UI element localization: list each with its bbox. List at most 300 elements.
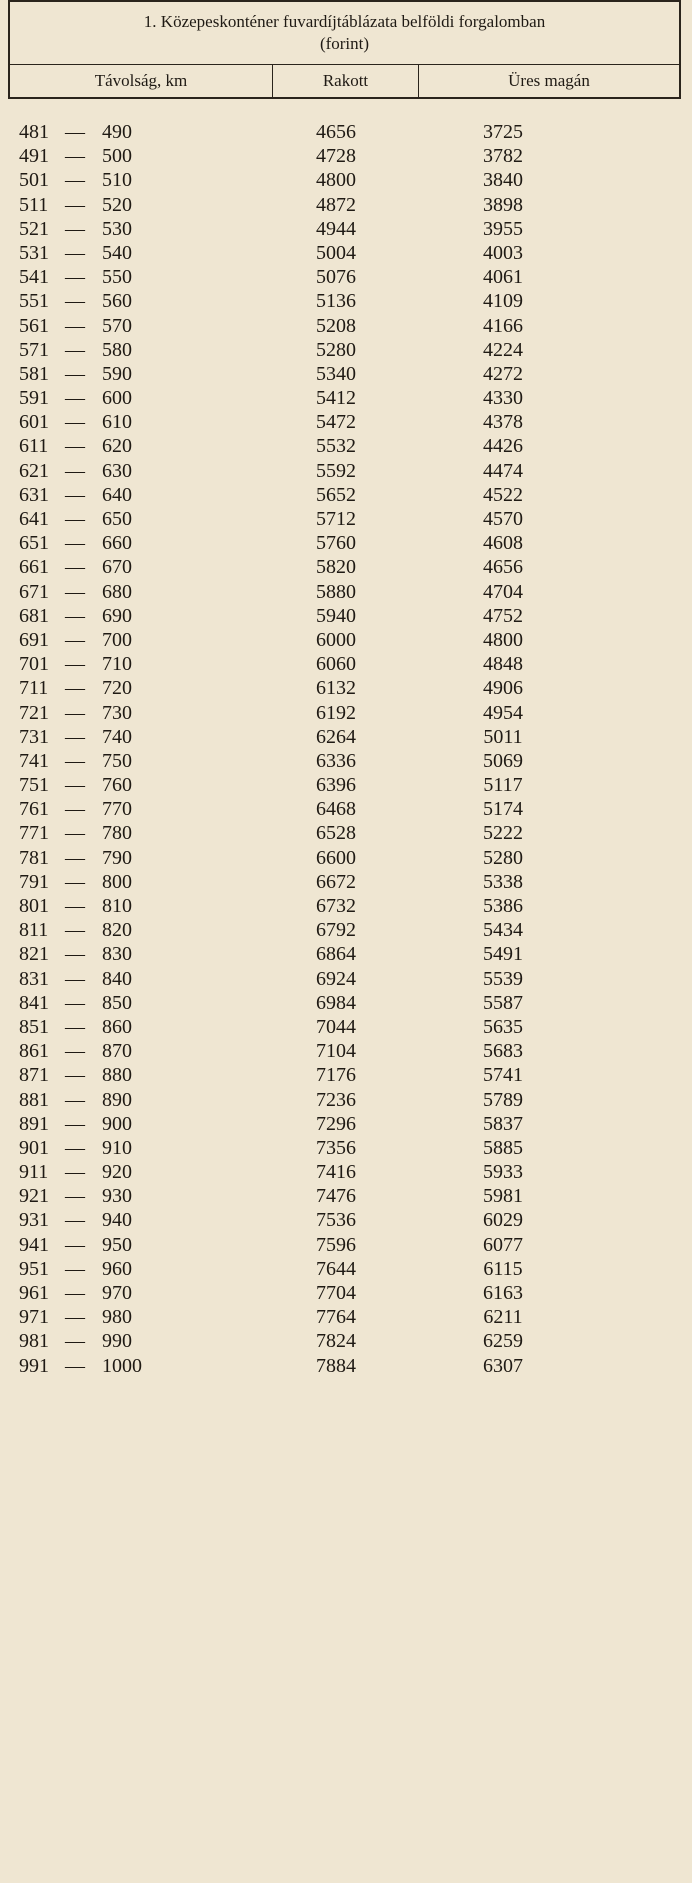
table-row bbox=[0, 701, 692, 725]
loaded-price: 5004 bbox=[316, 241, 356, 264]
loaded-price: 5940 bbox=[316, 604, 356, 627]
empty-price: 4848 bbox=[483, 653, 523, 676]
empty-price: 5174 bbox=[483, 798, 523, 821]
range-dash: — bbox=[65, 870, 85, 893]
empty-price: 5933 bbox=[483, 1161, 523, 1184]
table-row bbox=[0, 507, 692, 531]
table-row bbox=[0, 338, 692, 362]
range-dash: — bbox=[65, 387, 85, 410]
distance-to: 810 bbox=[102, 895, 132, 917]
distance-from: 861 bbox=[19, 1040, 49, 1063]
loaded-price: 7596 bbox=[316, 1233, 356, 1256]
distance-from: 511 bbox=[19, 193, 49, 216]
distance-from: 661 bbox=[19, 556, 49, 579]
loaded-price: 7536 bbox=[316, 1209, 356, 1232]
range-dash: — bbox=[65, 1233, 85, 1256]
loaded-price: 7236 bbox=[316, 1088, 356, 1111]
distance-to: 1000 bbox=[102, 1354, 142, 1377]
empty-price: 5789 bbox=[483, 1088, 523, 1111]
loaded-price: 5280 bbox=[316, 338, 356, 361]
empty-price: 5981 bbox=[483, 1185, 523, 1208]
distance-from: 901 bbox=[19, 1136, 49, 1159]
distance-from: 521 bbox=[19, 217, 49, 240]
table-row bbox=[0, 942, 692, 966]
distance-from: 701 bbox=[19, 653, 49, 676]
table-row bbox=[0, 217, 692, 241]
empty-price: 4166 bbox=[483, 314, 523, 337]
empty-price: 6211 bbox=[483, 1306, 523, 1329]
distance-to: 730 bbox=[102, 701, 132, 724]
table-row bbox=[0, 265, 692, 289]
range-dash: — bbox=[65, 628, 85, 651]
range-dash: — bbox=[65, 556, 85, 579]
empty-price: 6163 bbox=[483, 1282, 523, 1304]
distance-to: 610 bbox=[102, 411, 132, 434]
distance-to: 530 bbox=[102, 217, 132, 240]
loaded-price: 7764 bbox=[316, 1306, 356, 1329]
distance-from: 631 bbox=[19, 483, 49, 506]
loaded-price: 4872 bbox=[316, 193, 356, 216]
range-dash: — bbox=[65, 846, 85, 869]
loaded-price: 5532 bbox=[316, 435, 356, 458]
distance-to: 780 bbox=[102, 822, 132, 845]
loaded-price: 6468 bbox=[316, 798, 356, 821]
distance-from: 921 bbox=[19, 1185, 49, 1208]
loaded-price: 5712 bbox=[316, 508, 356, 530]
empty-price: 4906 bbox=[483, 677, 523, 700]
loaded-price: 7104 bbox=[316, 1040, 356, 1063]
empty-price: 3782 bbox=[483, 145, 523, 168]
range-dash: — bbox=[65, 1185, 85, 1208]
table-row bbox=[0, 144, 692, 168]
range-dash: — bbox=[65, 338, 85, 361]
loaded-price: 5136 bbox=[316, 290, 356, 313]
distance-to: 850 bbox=[102, 991, 132, 1014]
empty-price: 5117 bbox=[483, 774, 523, 797]
range-dash: — bbox=[65, 1354, 85, 1377]
range-dash: — bbox=[65, 193, 85, 216]
empty-price: 4003 bbox=[483, 241, 523, 264]
loaded-price: 6672 bbox=[316, 870, 356, 893]
loaded-price: 6192 bbox=[316, 701, 356, 724]
empty-price: 5280 bbox=[483, 846, 523, 869]
distance-to: 990 bbox=[102, 1330, 132, 1353]
loaded-price: 4656 bbox=[316, 121, 356, 143]
distance-to: 870 bbox=[102, 1040, 132, 1063]
loaded-price: 6264 bbox=[316, 725, 356, 748]
loaded-price: 6528 bbox=[316, 822, 356, 845]
table-row bbox=[0, 289, 692, 313]
distance-to: 920 bbox=[102, 1161, 132, 1184]
range-dash: — bbox=[65, 169, 85, 192]
table-row bbox=[0, 604, 692, 628]
distance-to: 960 bbox=[102, 1257, 132, 1280]
empty-price: 4570 bbox=[483, 508, 523, 530]
table-row bbox=[0, 434, 692, 458]
table-row bbox=[0, 967, 692, 991]
table-header bbox=[8, 0, 681, 99]
distance-from: 681 bbox=[19, 604, 49, 627]
distance-from: 711 bbox=[19, 677, 49, 700]
table-row bbox=[0, 676, 692, 700]
distance-from: 891 bbox=[19, 1112, 49, 1135]
empty-price: 4109 bbox=[483, 290, 523, 313]
loaded-price: 5076 bbox=[316, 266, 356, 289]
loaded-price: 6060 bbox=[316, 653, 356, 676]
range-dash: — bbox=[65, 290, 85, 313]
range-dash: — bbox=[65, 604, 85, 627]
empty-price: 5741 bbox=[483, 1064, 523, 1087]
table-row bbox=[0, 1112, 692, 1136]
empty-price: 4704 bbox=[483, 580, 523, 603]
table-row bbox=[0, 773, 692, 797]
empty-price: 5386 bbox=[483, 895, 523, 917]
table-row bbox=[0, 386, 692, 410]
loaded-price: 5880 bbox=[316, 580, 356, 603]
empty-price: 5338 bbox=[483, 870, 523, 893]
distance-to: 860 bbox=[102, 1015, 132, 1038]
distance-from: 781 bbox=[19, 846, 49, 869]
distance-to: 910 bbox=[102, 1136, 132, 1159]
empty-price: 5587 bbox=[483, 991, 523, 1014]
distance-from: 871 bbox=[19, 1064, 49, 1087]
distance-to: 680 bbox=[102, 580, 132, 603]
distance-to: 650 bbox=[102, 508, 132, 530]
loaded-price: 5208 bbox=[316, 314, 356, 337]
empty-price: 3840 bbox=[483, 169, 523, 192]
distance-to: 770 bbox=[102, 798, 132, 821]
empty-price: 4378 bbox=[483, 411, 523, 434]
loaded-price: 6396 bbox=[316, 774, 356, 797]
distance-to: 820 bbox=[102, 919, 132, 942]
table-row bbox=[0, 1257, 692, 1281]
empty-price: 5222 bbox=[483, 822, 523, 845]
table-row bbox=[0, 797, 692, 821]
distance-from: 551 bbox=[19, 290, 49, 313]
table-row bbox=[0, 1088, 692, 1112]
range-dash: — bbox=[65, 1064, 85, 1087]
range-dash: — bbox=[65, 991, 85, 1014]
empty-price: 4608 bbox=[483, 532, 523, 555]
loaded-price: 6924 bbox=[316, 967, 356, 990]
distance-from: 911 bbox=[19, 1161, 49, 1184]
distance-to: 890 bbox=[102, 1088, 132, 1111]
loaded-price: 5760 bbox=[316, 532, 356, 555]
range-dash: — bbox=[65, 967, 85, 990]
table-row bbox=[0, 894, 692, 918]
column-header-distance: Távolság, km bbox=[10, 65, 273, 97]
distance-from: 821 bbox=[19, 943, 49, 966]
distance-from: 731 bbox=[19, 725, 49, 748]
distance-to: 670 bbox=[102, 556, 132, 579]
distance-from: 611 bbox=[19, 435, 49, 458]
table-row bbox=[0, 1233, 692, 1257]
loaded-price: 7704 bbox=[316, 1282, 356, 1304]
distance-from: 741 bbox=[19, 749, 49, 772]
table-row bbox=[0, 555, 692, 579]
range-dash: — bbox=[65, 798, 85, 821]
loaded-price: 7884 bbox=[316, 1354, 356, 1377]
distance-from: 831 bbox=[19, 967, 49, 990]
distance-to: 720 bbox=[102, 677, 132, 700]
table-row bbox=[0, 991, 692, 1015]
loaded-price: 7416 bbox=[316, 1161, 356, 1184]
range-dash: — bbox=[65, 145, 85, 168]
column-header-loaded: Rakott bbox=[273, 65, 419, 97]
loaded-price: 6336 bbox=[316, 749, 356, 772]
distance-to: 580 bbox=[102, 338, 132, 361]
range-dash: — bbox=[65, 532, 85, 555]
table-row bbox=[0, 870, 692, 894]
loaded-price: 4800 bbox=[316, 169, 356, 192]
range-dash: — bbox=[65, 1330, 85, 1353]
empty-price: 5434 bbox=[483, 919, 523, 942]
range-dash: — bbox=[65, 1161, 85, 1184]
empty-price: 5491 bbox=[483, 943, 523, 966]
distance-to: 880 bbox=[102, 1064, 132, 1087]
range-dash: — bbox=[65, 701, 85, 724]
range-dash: — bbox=[65, 266, 85, 289]
distance-from: 771 bbox=[19, 822, 49, 845]
empty-price: 5885 bbox=[483, 1136, 523, 1159]
distance-from: 541 bbox=[19, 266, 49, 289]
distance-from: 571 bbox=[19, 338, 49, 361]
table-row bbox=[0, 1305, 692, 1329]
range-dash: — bbox=[65, 483, 85, 506]
distance-to: 830 bbox=[102, 943, 132, 966]
distance-to: 520 bbox=[102, 193, 132, 216]
distance-to: 710 bbox=[102, 653, 132, 676]
distance-to: 750 bbox=[102, 749, 132, 772]
distance-to: 840 bbox=[102, 967, 132, 990]
table-row bbox=[0, 1354, 692, 1378]
table-row bbox=[0, 580, 692, 604]
table-row bbox=[0, 749, 692, 773]
distance-to: 900 bbox=[102, 1112, 132, 1135]
loaded-price: 6984 bbox=[316, 991, 356, 1014]
range-dash: — bbox=[65, 508, 85, 530]
table-row bbox=[0, 918, 692, 942]
loaded-price: 7176 bbox=[316, 1064, 356, 1087]
table-row bbox=[0, 362, 692, 386]
range-dash: — bbox=[65, 241, 85, 264]
distance-to: 490 bbox=[102, 121, 132, 143]
empty-price: 3725 bbox=[483, 121, 523, 143]
range-dash: — bbox=[65, 580, 85, 603]
loaded-price: 7044 bbox=[316, 1015, 356, 1038]
loaded-price: 5472 bbox=[316, 411, 356, 434]
range-dash: — bbox=[65, 1088, 85, 1111]
empty-price: 5011 bbox=[483, 725, 523, 748]
empty-price: 6307 bbox=[483, 1354, 523, 1377]
distance-from: 491 bbox=[19, 145, 49, 168]
distance-from: 991 bbox=[19, 1354, 49, 1377]
table-row bbox=[0, 531, 692, 555]
loaded-price: 5412 bbox=[316, 387, 356, 410]
range-dash: — bbox=[65, 121, 85, 143]
empty-price: 5539 bbox=[483, 967, 523, 990]
table-title bbox=[10, 2, 679, 65]
table-row bbox=[0, 821, 692, 845]
range-dash: — bbox=[65, 943, 85, 966]
distance-from: 561 bbox=[19, 314, 49, 337]
empty-price: 5069 bbox=[483, 749, 523, 772]
table-row bbox=[0, 1160, 692, 1184]
table-row bbox=[0, 1039, 692, 1063]
empty-price: 4330 bbox=[483, 387, 523, 410]
range-dash: — bbox=[65, 1136, 85, 1159]
empty-price: 6029 bbox=[483, 1209, 523, 1232]
distance-to: 540 bbox=[102, 241, 132, 264]
distance-to: 510 bbox=[102, 169, 132, 192]
loaded-price: 4944 bbox=[316, 217, 356, 240]
distance-to: 550 bbox=[102, 266, 132, 289]
distance-from: 531 bbox=[19, 241, 49, 264]
range-dash: — bbox=[65, 459, 85, 482]
distance-to: 930 bbox=[102, 1185, 132, 1208]
distance-from: 641 bbox=[19, 508, 49, 530]
range-dash: — bbox=[65, 725, 85, 748]
column-header-empty: Üres magán bbox=[508, 71, 590, 90]
empty-price: 4752 bbox=[483, 604, 523, 627]
distance-to: 790 bbox=[102, 846, 132, 869]
table-title-line2: (forint) bbox=[319, 34, 370, 53]
range-dash: — bbox=[65, 1282, 85, 1304]
range-dash: — bbox=[65, 677, 85, 700]
table-row bbox=[0, 193, 692, 217]
distance-from: 811 bbox=[19, 919, 49, 942]
table-row bbox=[0, 1136, 692, 1160]
range-dash: — bbox=[65, 1015, 85, 1038]
empty-price: 3898 bbox=[483, 193, 523, 216]
table-row bbox=[0, 459, 692, 483]
distance-to: 740 bbox=[102, 725, 132, 748]
distance-from: 801 bbox=[19, 895, 49, 917]
distance-to: 970 bbox=[102, 1282, 132, 1304]
table-row bbox=[0, 1329, 692, 1353]
distance-from: 481 bbox=[19, 121, 49, 143]
table-row bbox=[0, 725, 692, 749]
loaded-price: 6132 bbox=[316, 677, 356, 700]
empty-price: 6115 bbox=[483, 1257, 523, 1280]
distance-to: 760 bbox=[102, 774, 132, 797]
loaded-price: 7356 bbox=[316, 1136, 356, 1159]
loaded-price: 7476 bbox=[316, 1185, 356, 1208]
distance-from: 581 bbox=[19, 362, 49, 385]
distance-to: 660 bbox=[102, 532, 132, 555]
range-dash: — bbox=[65, 774, 85, 797]
loaded-price: 7824 bbox=[316, 1330, 356, 1353]
distance-to: 600 bbox=[102, 387, 132, 410]
table-row bbox=[0, 628, 692, 652]
loaded-price: 5592 bbox=[316, 459, 356, 482]
table-row bbox=[0, 1015, 692, 1039]
range-dash: — bbox=[65, 314, 85, 337]
distance-to: 800 bbox=[102, 870, 132, 893]
empty-price: 4061 bbox=[483, 266, 523, 289]
distance-to: 590 bbox=[102, 362, 132, 385]
empty-price: 4522 bbox=[483, 483, 523, 506]
loaded-price: 7296 bbox=[316, 1112, 356, 1135]
range-dash: — bbox=[65, 822, 85, 845]
table-row bbox=[0, 314, 692, 338]
distance-to: 560 bbox=[102, 290, 132, 313]
distance-from: 951 bbox=[19, 1257, 49, 1280]
table-row bbox=[0, 410, 692, 434]
range-dash: — bbox=[65, 217, 85, 240]
range-dash: — bbox=[65, 411, 85, 434]
range-dash: — bbox=[65, 895, 85, 917]
loaded-price: 6000 bbox=[316, 628, 356, 651]
table-row bbox=[0, 241, 692, 265]
loaded-price: 6792 bbox=[316, 919, 356, 942]
distance-to: 940 bbox=[102, 1209, 132, 1232]
empty-price: 4426 bbox=[483, 435, 523, 458]
distance-from: 501 bbox=[19, 169, 49, 192]
table-row bbox=[0, 652, 692, 676]
distance-to: 620 bbox=[102, 435, 132, 458]
distance-to: 690 bbox=[102, 604, 132, 627]
distance-from: 941 bbox=[19, 1233, 49, 1256]
loaded-price: 6732 bbox=[316, 895, 356, 917]
table-row bbox=[0, 846, 692, 870]
table-row bbox=[0, 168, 692, 192]
table-row bbox=[0, 1184, 692, 1208]
loaded-price: 6864 bbox=[316, 943, 356, 966]
range-dash: — bbox=[65, 919, 85, 942]
distance-from: 791 bbox=[19, 870, 49, 893]
loaded-price: 4728 bbox=[316, 145, 356, 168]
distance-to: 570 bbox=[102, 314, 132, 337]
table-row bbox=[0, 120, 692, 144]
distance-from: 971 bbox=[19, 1306, 49, 1329]
distance-to: 950 bbox=[102, 1233, 132, 1256]
distance-from: 761 bbox=[19, 798, 49, 821]
empty-price: 3955 bbox=[483, 217, 523, 240]
distance-from: 751 bbox=[19, 774, 49, 797]
distance-from: 881 bbox=[19, 1088, 49, 1111]
distance-to: 980 bbox=[102, 1306, 132, 1329]
range-dash: — bbox=[65, 749, 85, 772]
distance-from: 651 bbox=[19, 532, 49, 555]
distance-from: 981 bbox=[19, 1330, 49, 1353]
empty-price: 5635 bbox=[483, 1015, 523, 1038]
empty-price: 4272 bbox=[483, 362, 523, 385]
empty-price: 4800 bbox=[483, 628, 523, 651]
distance-from: 721 bbox=[19, 701, 49, 724]
loaded-price: 5652 bbox=[316, 483, 356, 506]
table-row bbox=[0, 1063, 692, 1087]
empty-price: 6259 bbox=[483, 1330, 523, 1353]
range-dash: — bbox=[65, 435, 85, 458]
loaded-price: 5340 bbox=[316, 362, 356, 385]
empty-price: 4954 bbox=[483, 701, 523, 724]
range-dash: — bbox=[65, 362, 85, 385]
empty-price: 5683 bbox=[483, 1040, 523, 1063]
distance-to: 640 bbox=[102, 483, 132, 506]
table-row bbox=[0, 1208, 692, 1232]
range-dash: — bbox=[65, 1040, 85, 1063]
empty-price: 4474 bbox=[483, 459, 523, 482]
distance-from: 961 bbox=[19, 1282, 49, 1304]
empty-price: 6077 bbox=[483, 1233, 523, 1256]
table-title-line1: 1. Közepeskonténer fuvardíjtáblázata belföldi forgalomban bbox=[143, 12, 546, 31]
distance-from: 931 bbox=[19, 1209, 49, 1232]
range-dash: — bbox=[65, 1112, 85, 1135]
column-header-row bbox=[10, 65, 679, 97]
range-dash: — bbox=[65, 1306, 85, 1329]
table-body bbox=[0, 120, 692, 1378]
